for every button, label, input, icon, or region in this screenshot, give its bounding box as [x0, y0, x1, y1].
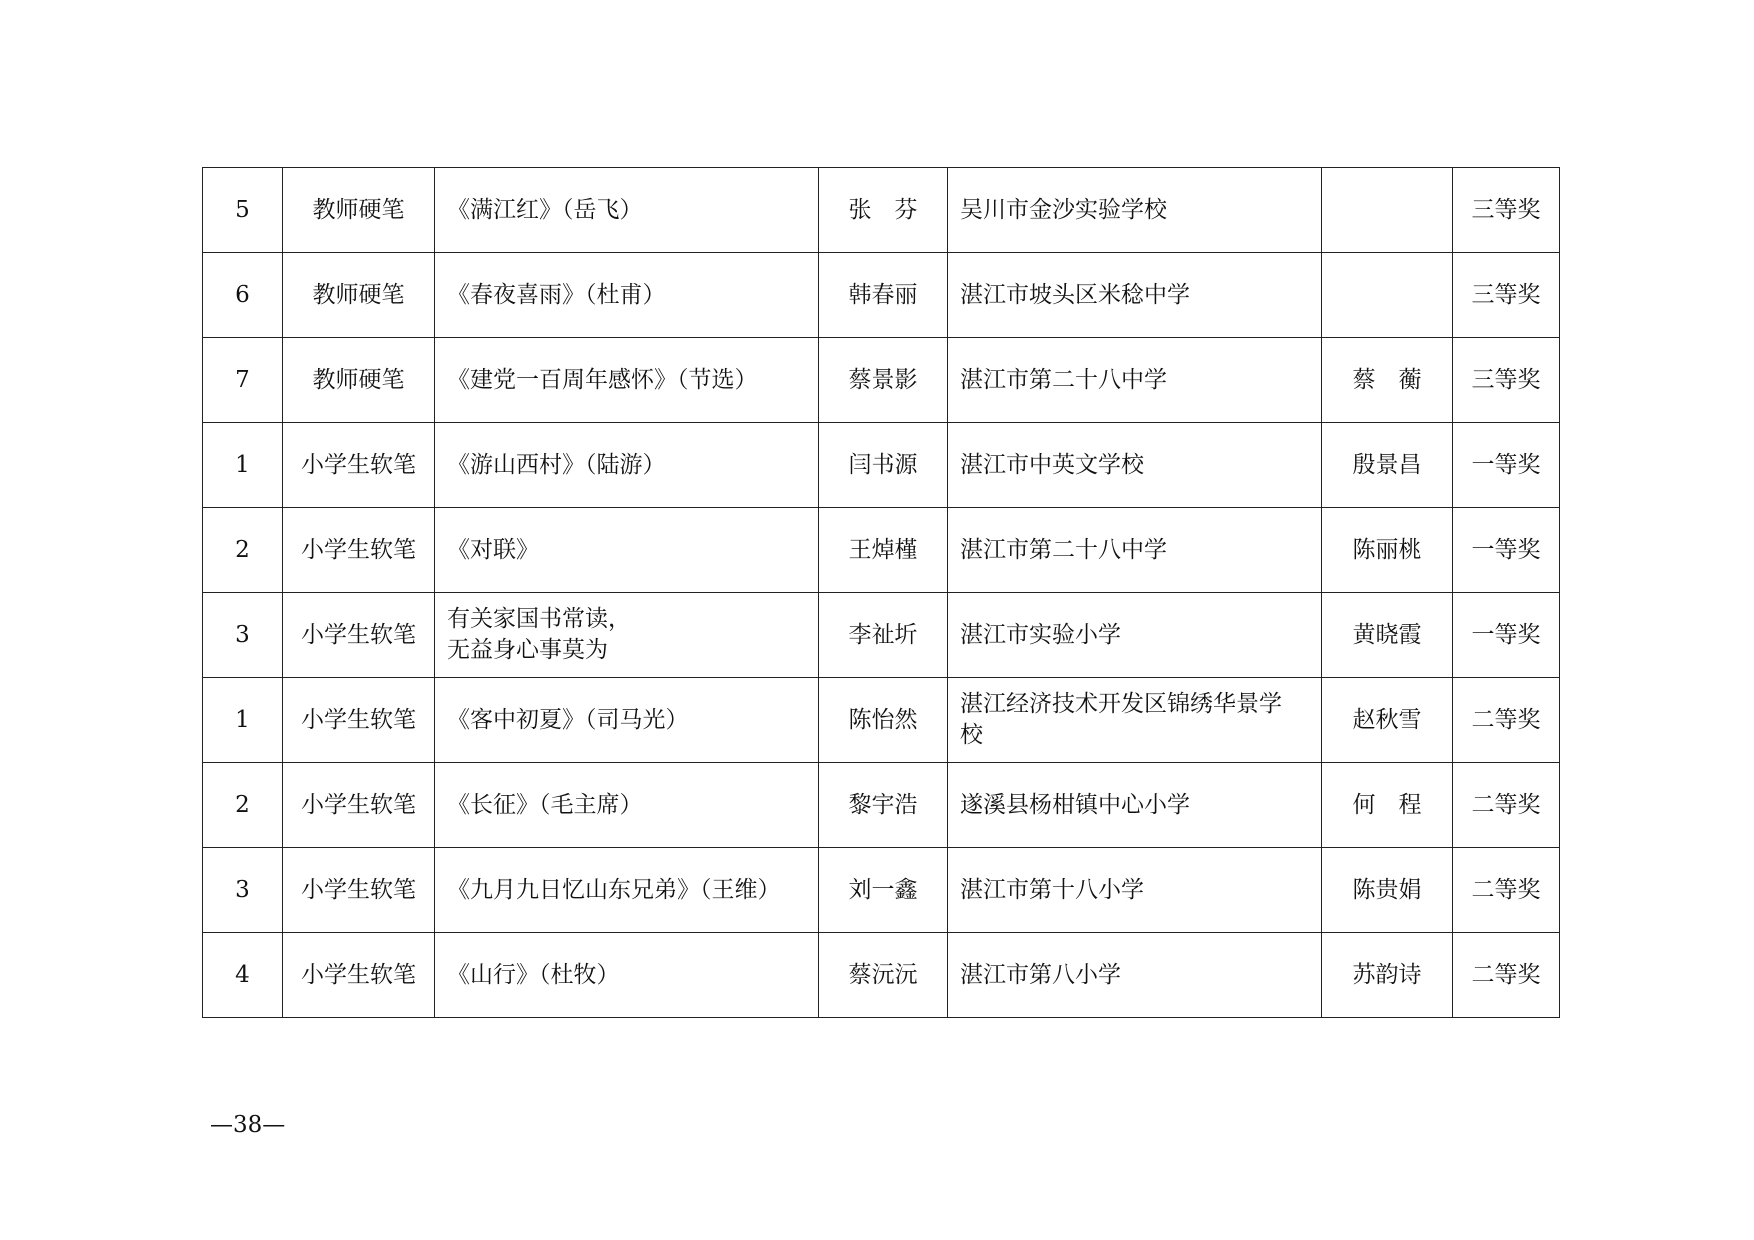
cell-work — [435, 423, 819, 508]
work-line: 《满江红》（岳飞） — [447, 196, 643, 223]
cell-number: 6 — [203, 253, 283, 338]
cell-teacher: 殷景昌 — [1322, 423, 1453, 508]
table-row — [203, 593, 1560, 678]
table-row — [203, 253, 1560, 338]
cell-author: 黎宇浩 — [819, 763, 948, 848]
cell-category: 小学生软笔 — [283, 423, 435, 508]
cell-author: 李祉圻 — [819, 593, 948, 678]
cell-category: 教师硬笔 — [283, 338, 435, 423]
cell-work — [435, 338, 819, 423]
cell-category: 小学生软笔 — [283, 508, 435, 593]
cell-school: 湛江市第二十八中学 — [948, 338, 1322, 423]
cell-number: 1 — [203, 423, 283, 508]
cell-number: 3 — [203, 593, 283, 678]
work-line: 无益身心事莫为 — [447, 637, 608, 663]
table-row — [203, 338, 1560, 423]
cell-number: 3 — [203, 848, 283, 933]
cell-teacher: 苏韵诗 — [1322, 933, 1453, 1018]
work-line: 《对联》 — [447, 536, 539, 563]
cell-work — [435, 848, 819, 933]
work-line: 《建党一百周年感怀》（节选） — [447, 366, 758, 393]
award-table — [202, 167, 1560, 1018]
cell-work — [435, 763, 819, 848]
cell-work — [435, 168, 819, 253]
work-line: 《九月九日忆山东兄弟》（王维） — [447, 876, 781, 903]
cell-school: 遂溪县杨柑镇中心小学 — [948, 763, 1322, 848]
table-row — [203, 848, 1560, 933]
cell-award: 二等奖 — [1453, 763, 1560, 848]
cell-teacher — [1322, 168, 1453, 253]
cell-category: 小学生软笔 — [283, 763, 435, 848]
table-row — [203, 678, 1560, 763]
cell-author: 韩春丽 — [819, 253, 948, 338]
cell-author: 张 芬 — [819, 168, 948, 253]
table-row — [203, 508, 1560, 593]
cell-category: 小学生软笔 — [283, 848, 435, 933]
work-line: 《山行》（杜牧） — [447, 961, 620, 988]
work-line: 《客中初夏》（司马光） — [447, 706, 689, 733]
cell-number: 5 — [203, 168, 283, 253]
table-body — [203, 168, 1560, 1018]
cell-number: 7 — [203, 338, 283, 423]
cell-school: 湛江市实验小学 — [948, 593, 1322, 678]
cell-teacher: 蔡 蘅 — [1322, 338, 1453, 423]
cell-award: 三等奖 — [1453, 253, 1560, 338]
cell-teacher: 陈丽桃 — [1322, 508, 1453, 593]
page-number: —38— — [210, 1112, 286, 1138]
cell-school: 湛江市中英文学校 — [948, 423, 1322, 508]
table-row — [203, 168, 1560, 253]
cell-award: 二等奖 — [1453, 848, 1560, 933]
cell-number: 2 — [203, 508, 283, 593]
cell-school: 湛江市第二十八中学 — [948, 508, 1322, 593]
cell-school: 湛江市坡头区米稔中学 — [948, 253, 1322, 338]
cell-teacher: 赵秋雪 — [1322, 678, 1453, 763]
cell-author: 闫书源 — [819, 423, 948, 508]
cell-author: 刘一鑫 — [819, 848, 948, 933]
table-row — [203, 933, 1560, 1018]
cell-award: 三等奖 — [1453, 338, 1560, 423]
cell-work — [435, 253, 819, 338]
cell-school: 湛江市第十八小学 — [948, 848, 1322, 933]
cell-award: 一等奖 — [1453, 593, 1560, 678]
cell-work — [435, 508, 819, 593]
cell-school: 吴川市金沙实验学校 — [948, 168, 1322, 253]
work-line: 《春夜喜雨》（杜甫） — [447, 281, 666, 308]
cell-category: 教师硬笔 — [283, 168, 435, 253]
work-line: 《长征》（毛主席） — [447, 791, 643, 818]
cell-author: 蔡景影 — [819, 338, 948, 423]
cell-category: 教师硬笔 — [283, 253, 435, 338]
cell-school: 湛江经济技术开发区锦绣华景学校 — [948, 678, 1322, 763]
cell-category: 小学生软笔 — [283, 678, 435, 763]
work-line: 《游山西村》（陆游） — [447, 451, 666, 478]
cell-school: 湛江市第八小学 — [948, 933, 1322, 1018]
cell-category: 小学生软笔 — [283, 933, 435, 1018]
cell-work — [435, 593, 819, 678]
cell-teacher: 陈贵娟 — [1322, 848, 1453, 933]
cell-author: 蔡沅沅 — [819, 933, 948, 1018]
cell-author: 王焯槿 — [819, 508, 948, 593]
cell-teacher: 何 程 — [1322, 763, 1453, 848]
cell-teacher — [1322, 253, 1453, 338]
work-line: 有关家国书常读， — [447, 606, 631, 632]
cell-author: 陈怡然 — [819, 678, 948, 763]
cell-number: 2 — [203, 763, 283, 848]
cell-work — [435, 678, 819, 763]
cell-award: 一等奖 — [1453, 508, 1560, 593]
cell-number: 4 — [203, 933, 283, 1018]
cell-award: 二等奖 — [1453, 678, 1560, 763]
cell-number: 1 — [203, 678, 283, 763]
cell-category: 小学生软笔 — [283, 593, 435, 678]
cell-award: 一等奖 — [1453, 423, 1560, 508]
cell-award: 二等奖 — [1453, 933, 1560, 1018]
table-row — [203, 763, 1560, 848]
cell-work — [435, 933, 819, 1018]
table-row — [203, 423, 1560, 508]
cell-teacher: 黄晓霞 — [1322, 593, 1453, 678]
cell-award: 三等奖 — [1453, 168, 1560, 253]
